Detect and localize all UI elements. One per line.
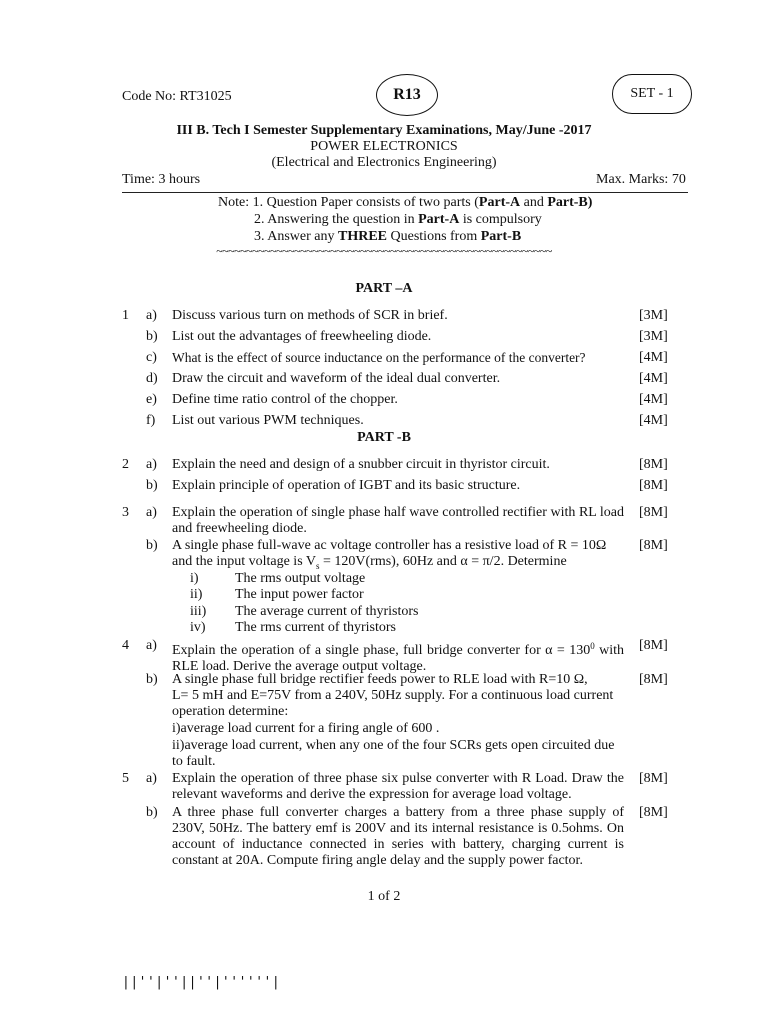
note-3-bold-a: THREE bbox=[338, 229, 388, 244]
q3a-text: Explain the operation of single phase half wave controlled rectifier with RL load and freewheeling diode. bbox=[172, 505, 624, 536]
note-line-1 bbox=[218, 195, 592, 211]
page-number: 1 of 2 bbox=[367, 889, 401, 904]
q4a-text-post: with RLE load. Derive the average output voltage. bbox=[172, 643, 625, 674]
note-1-mid: and bbox=[520, 195, 548, 210]
q5a-label: a) bbox=[146, 771, 157, 786]
q2a-label: a) bbox=[146, 457, 157, 472]
note-2-text: 2. Answering the question in bbox=[254, 212, 419, 227]
q1b-text: List out the advantages of freewheeling diode. bbox=[172, 329, 432, 344]
code-number: Code No: RT31025 bbox=[122, 89, 232, 104]
q1a-marks: [3M] bbox=[639, 308, 668, 323]
q2b-label: b) bbox=[146, 478, 158, 493]
q2b-text: Explain principle of operation of IGBT and its basic structure. bbox=[172, 478, 521, 493]
question-number-5: 5 bbox=[122, 771, 129, 786]
q4a-text-pre: Explain the operation of a single phase, full bridge converter for α = 130 bbox=[172, 643, 591, 658]
note-1-text: Note: 1. Question Paper consists of two parts ( bbox=[218, 195, 479, 210]
regulation-label: R13 bbox=[393, 86, 421, 103]
q1b-label: b) bbox=[146, 329, 158, 344]
q1d-label: d) bbox=[146, 371, 158, 386]
q1a-label: a) bbox=[146, 308, 157, 323]
q3b-sub-iii-label: iii) bbox=[190, 604, 207, 619]
note-1-bold-b: Part-B) bbox=[547, 195, 593, 210]
q4b-line-2: L= 5 mH and E=75V from a 240V, 50Hz supply. For a continuous load current bbox=[172, 688, 614, 703]
q4a-degree: 0 bbox=[590, 641, 595, 651]
q4b-label: b) bbox=[146, 672, 158, 687]
question-number-2: 2 bbox=[122, 457, 129, 472]
set-badge bbox=[612, 74, 692, 114]
q3b-sub-iv-text: The rms current of thyristors bbox=[235, 620, 396, 635]
note-3-text: 3. Answer any bbox=[254, 229, 338, 244]
exam-time: Time: 3 hours bbox=[122, 172, 201, 187]
q3b-sub-ii-label: ii) bbox=[190, 587, 203, 602]
q2a-marks: [8M] bbox=[639, 457, 668, 472]
note-line-3 bbox=[254, 229, 521, 245]
q3b-label: b) bbox=[146, 538, 158, 553]
q3b-sub-iv-label: iv) bbox=[190, 620, 206, 635]
part-b-title: PART -B bbox=[357, 430, 411, 445]
q3b-line-1: A single phase full-wave ac voltage controller has a resistive load of R = 10Ω bbox=[172, 538, 607, 553]
note-line-2 bbox=[254, 212, 542, 228]
q1e-marks: [4M] bbox=[639, 392, 668, 407]
q3b-line-2-pre: and the input voltage is V bbox=[172, 554, 316, 569]
q3b-sub-i-text: The rms output voltage bbox=[235, 571, 366, 586]
q5a-text: Explain the operation of three phase six pulse converter with R Load. Draw the relevant waveforms and derive the expression for average load voltage. bbox=[172, 771, 624, 802]
q5b-label: b) bbox=[146, 805, 158, 820]
q4b-marks: [8M] bbox=[639, 672, 668, 687]
q4b-line-3: operation determine: bbox=[172, 704, 289, 719]
q3b-line-2-sub: s bbox=[316, 560, 320, 571]
q1f-marks: [4M] bbox=[639, 413, 668, 428]
q1d-marks: [4M] bbox=[639, 371, 668, 386]
question-number-4: 4 bbox=[122, 638, 129, 653]
header-divider bbox=[122, 192, 688, 193]
q4b-line-4: i)average load current for a firing angle of 600 . bbox=[172, 721, 440, 736]
barcode-strip: ||''|''||''|''''''| bbox=[122, 975, 281, 990]
note-3-mid: Questions from bbox=[387, 229, 481, 244]
q4a-label: a) bbox=[146, 638, 157, 653]
exam-title: III B. Tech I Semester Supplementary Examinations, May/June -2017 bbox=[176, 123, 592, 138]
note-2-post: is compulsory bbox=[459, 212, 542, 227]
q3a-marks: [8M] bbox=[639, 505, 668, 520]
q3b-marks: [8M] bbox=[639, 538, 668, 553]
q5b-text: A three phase full converter charges a battery from a three phase supply of 230V, 50Hz. The battery emf is 200V and its internal resistance is 0.5ohms. On account of inductance connected in series with battery, charging current is constant at 20A. Compute firing angle delay and the supply power factor. bbox=[172, 805, 624, 868]
q4b-line-1: A single phase full bridge rectifier feeds power to RLE load with R=10 Ω, bbox=[172, 672, 588, 687]
q3b-sub-ii-text: The input power factor bbox=[235, 587, 364, 602]
q4b-line-6: to fault. bbox=[172, 754, 216, 769]
q1e-text: Define time ratio control of the chopper. bbox=[172, 392, 398, 407]
q4a-text bbox=[172, 638, 624, 675]
q4b-line-5: ii)average load current, when any one of the four SCRs gets open circuited due bbox=[172, 738, 615, 753]
subject-title: POWER ELECTRONICS bbox=[310, 139, 458, 154]
note-1-bold-a: Part-A bbox=[478, 195, 521, 210]
q1a-text: Discuss various turn on methods of SCR in brief. bbox=[172, 308, 448, 323]
q2a-text: Explain the need and design of a snubber circuit in thyristor circuit. bbox=[172, 457, 550, 472]
q3b-line-2-post: = 120V(rms), 60Hz and α = π/2. Determine bbox=[319, 554, 567, 569]
q3b-sub-iii-text: The average current of thyristors bbox=[235, 604, 419, 619]
note-separator: ~~~~~~~~~~~~~~~~~~~~~~~~~~~~~~~~~~~~~~~~~~~~~~~~~~~~~~~~ bbox=[216, 244, 552, 258]
q5a-marks: [8M] bbox=[639, 771, 668, 786]
q1f-label: f) bbox=[146, 413, 156, 428]
q1c-marks: [4M] bbox=[639, 350, 668, 365]
q1c-text: What is the effect of source inductance on the performance of the converter? bbox=[172, 350, 586, 365]
q4a-marks: [8M] bbox=[639, 638, 668, 653]
q2b-marks: [8M] bbox=[639, 478, 668, 493]
max-marks: Max. Marks: 70 bbox=[596, 172, 686, 187]
q5b-marks: [8M] bbox=[639, 805, 668, 820]
regulation-badge bbox=[376, 74, 438, 116]
q3a-label: a) bbox=[146, 505, 157, 520]
set-label: SET - 1 bbox=[630, 86, 674, 101]
branch-title: (Electrical and Electronics Engineering) bbox=[271, 155, 497, 170]
q1e-label: e) bbox=[146, 392, 157, 407]
note-2-bold: Part-A bbox=[418, 212, 460, 227]
question-number-3: 3 bbox=[122, 505, 129, 520]
q1b-marks: [3M] bbox=[639, 329, 668, 344]
question-number-1: 1 bbox=[122, 308, 129, 323]
q1c-label: c) bbox=[146, 350, 157, 365]
q1d-text: Draw the circuit and waveform of the ideal dual converter. bbox=[172, 371, 501, 386]
q1f-text: List out various PWM techniques. bbox=[172, 413, 364, 428]
part-a-title: PART –A bbox=[355, 281, 413, 296]
q3b-sub-i-label: i) bbox=[190, 571, 199, 586]
note-3-bold-b: Part-B bbox=[480, 229, 522, 244]
